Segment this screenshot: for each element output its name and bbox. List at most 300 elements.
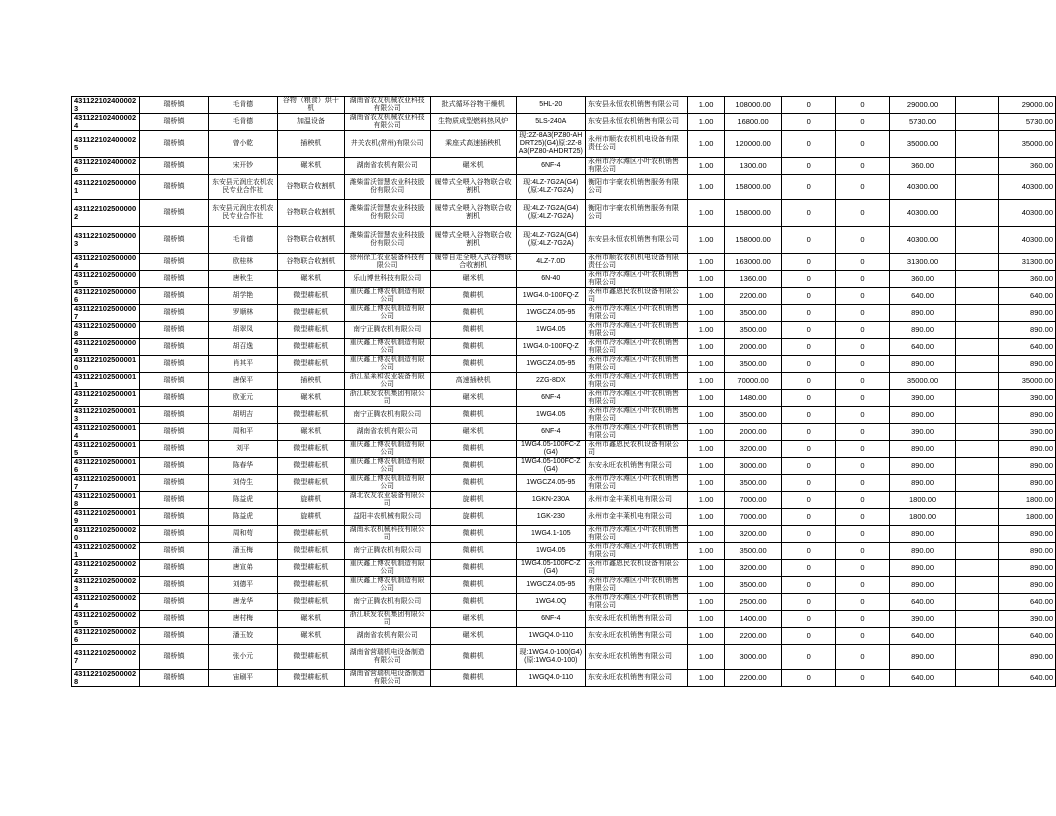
price-cell: 2200.00 (724, 670, 782, 687)
model-cell: 4LZ-7.0D (516, 254, 585, 271)
zero-cell-b: 0 (836, 339, 890, 356)
subsidy-cell: 5730.00 (889, 114, 955, 131)
price-cell: 158000.00 (724, 200, 782, 227)
town-cell: 瑞桥镇 (140, 458, 208, 475)
table-row (72, 271, 1056, 288)
manufacturer-cell: 重庆鑫上博农机制造有限公司 (344, 356, 430, 373)
zero-cell-b: 0 (836, 158, 890, 175)
zero-cell-b: 0 (836, 97, 890, 114)
table-body (72, 97, 1056, 687)
subsidy-cell: 640.00 (889, 670, 955, 687)
town-cell: 瑞桥镇 (140, 356, 208, 373)
quantity-cell: 1.00 (688, 628, 724, 645)
price-cell: 70000.00 (724, 373, 782, 390)
zero-cell-b: 0 (836, 594, 890, 611)
subsidy-cell: 890.00 (889, 322, 955, 339)
table-row (72, 254, 1056, 271)
category-cell: 微型耕耘机 (278, 543, 345, 560)
town-cell: 瑞桥镇 (140, 645, 208, 670)
zero-cell-b: 0 (836, 322, 890, 339)
town-cell: 瑞桥镇 (140, 227, 208, 254)
subsidy-cell: 890.00 (889, 645, 955, 670)
quantity-cell: 1.00 (688, 458, 724, 475)
price-cell: 2500.00 (724, 594, 782, 611)
zero-cell-a: 0 (782, 509, 836, 526)
total-cell: 640.00 (999, 288, 1056, 305)
manufacturer-cell: 南宁正腾农机有限公司 (344, 322, 430, 339)
blank-cell (956, 475, 999, 492)
manufacturer-cell: 湖南省农机有限公司 (344, 158, 430, 175)
price-cell: 2200.00 (724, 288, 782, 305)
buyer-cell: 张小元 (208, 645, 277, 670)
manufacturer-cell: 重庆鑫上博农机制造有限公司 (344, 288, 430, 305)
dealer-cell: 东安县永恒农机销售有限公司 (586, 114, 688, 131)
zero-cell-b: 0 (836, 577, 890, 594)
quantity-cell: 1.00 (688, 131, 724, 158)
buyer-cell: 唐秋生 (208, 271, 277, 288)
subsidy-cell: 890.00 (889, 526, 955, 543)
model-cell: 1WG4.05 (516, 543, 585, 560)
subsidy-cell: 40300.00 (889, 227, 955, 254)
quantity-cell: 1.00 (688, 200, 724, 227)
price-cell: 3200.00 (724, 560, 782, 577)
product-cell: 履带式全喂入谷物联合收割机 (430, 227, 516, 254)
id-cell: 431122102500001 6 (72, 458, 140, 475)
zero-cell-b: 0 (836, 628, 890, 645)
price-cell: 158000.00 (724, 227, 782, 254)
manufacturer-cell: 湖南省农机有限公司 (344, 628, 430, 645)
subsidy-cell: 40300.00 (889, 175, 955, 200)
id-cell: 431122102500002 4 (72, 594, 140, 611)
total-cell: 890.00 (999, 356, 1056, 373)
town-cell: 瑞桥镇 (140, 271, 208, 288)
blank-cell (956, 114, 999, 131)
id-cell: 431122102500002 3 (72, 577, 140, 594)
quantity-cell: 1.00 (688, 339, 724, 356)
model-cell: 1WGCZ4.05-95 (516, 475, 585, 492)
dealer-cell: 永州市冷水滩区小叶农机销售有限公司 (586, 356, 688, 373)
model-cell: 2ZG-8DX (516, 373, 585, 390)
town-cell: 瑞桥镇 (140, 577, 208, 594)
product-cell: 碾米机 (430, 424, 516, 441)
id-cell: 431122102500002 6 (72, 628, 140, 645)
total-cell: 31300.00 (999, 254, 1056, 271)
total-cell: 890.00 (999, 305, 1056, 322)
dealer-cell: 永州市冷水滩区小叶农机销售有限公司 (586, 158, 688, 175)
product-cell: 微耕机 (430, 543, 516, 560)
table-row (72, 526, 1056, 543)
product-cell: 微耕机 (430, 339, 516, 356)
table-row (72, 158, 1056, 175)
blank-cell (956, 373, 999, 390)
subsidy-cell: 890.00 (889, 543, 955, 560)
zero-cell-a: 0 (782, 526, 836, 543)
model-cell: 1WG4.0-100FQ-Z (516, 288, 585, 305)
table-row (72, 560, 1056, 577)
category-cell: 碾米机 (278, 628, 345, 645)
model-cell: 5HL-20 (516, 97, 585, 114)
product-cell: 旋耕机 (430, 509, 516, 526)
manufacturer-cell: 重庆鑫上博农机制造有限公司 (344, 560, 430, 577)
buyer-cell: 刘德平 (208, 577, 277, 594)
price-cell: 7000.00 (724, 509, 782, 526)
price-cell: 3500.00 (724, 322, 782, 339)
zero-cell-a: 0 (782, 97, 836, 114)
category-cell: 微型耕耘机 (278, 670, 345, 687)
category-cell: 旋耕机 (278, 509, 345, 526)
table-row (72, 288, 1056, 305)
blank-cell (956, 407, 999, 424)
id-cell: 431122102400002 4 (72, 114, 140, 131)
manufacturer-cell: 重庆鑫上博农机制造有限公司 (344, 339, 430, 356)
model-cell: 现:4LZ-7G2A(G4)(原:4LZ-7G2A) (516, 175, 585, 200)
blank-cell (956, 670, 999, 687)
buyer-cell: 刘平 (208, 441, 277, 458)
price-cell: 3500.00 (724, 543, 782, 560)
price-cell: 3200.00 (724, 526, 782, 543)
manufacturer-cell: 湖北农友农业装备有限公司 (344, 492, 430, 509)
blank-cell (956, 611, 999, 628)
category-cell: 谷物联合收割机 (278, 200, 345, 227)
town-cell: 瑞桥镇 (140, 475, 208, 492)
category-cell: 微型耕耘机 (278, 594, 345, 611)
product-cell: 乘座式高速插秧机 (430, 131, 516, 158)
subsidy-cell: 640.00 (889, 339, 955, 356)
town-cell: 瑞桥镇 (140, 509, 208, 526)
dealer-cell: 永州市金丰莱机电有限公司 (586, 509, 688, 526)
model-cell: 现:1WG4.0-100(G4)(原:1WG4.0-100) (516, 645, 585, 670)
category-cell: 微型耕耘机 (278, 645, 345, 670)
model-cell: 现:2Z-8A3(PZ80-AHDRT25)(G4)原:2Z-8A3(PZ80-AHDRT25) (516, 131, 585, 158)
table-row (72, 458, 1056, 475)
quantity-cell: 1.00 (688, 227, 724, 254)
table-row (72, 670, 1056, 687)
quantity-cell: 1.00 (688, 356, 724, 373)
buyer-cell: 欧亚元 (208, 390, 277, 407)
subsidy-cell: 360.00 (889, 271, 955, 288)
dealer-cell: 永州市冷水滩区小叶农机销售有限公司 (586, 373, 688, 390)
buyer-cell: 唐龙华 (208, 594, 277, 611)
total-cell: 35000.00 (999, 131, 1056, 158)
model-cell: 1WG4.0Q (516, 594, 585, 611)
buyer-cell: 潘玉梅 (208, 543, 277, 560)
total-cell: 890.00 (999, 577, 1056, 594)
total-cell: 890.00 (999, 322, 1056, 339)
product-cell: 微耕机 (430, 407, 516, 424)
manufacturer-cell: 浙江星莱和农业装备有限公司 (344, 373, 430, 390)
subsidy-cell: 890.00 (889, 305, 955, 322)
buyer-cell: 唐宣弟 (208, 560, 277, 577)
table-row (72, 227, 1056, 254)
quantity-cell: 1.00 (688, 492, 724, 509)
total-cell: 29000.00 (999, 97, 1056, 114)
buyer-cell: 胡学艳 (208, 288, 277, 305)
manufacturer-cell: 重庆鑫上博农机制造有限公司 (344, 458, 430, 475)
id-cell: 431122102500001 8 (72, 492, 140, 509)
id-cell: 431122102500000 9 (72, 339, 140, 356)
price-cell: 3000.00 (724, 458, 782, 475)
category-cell: 碾米机 (278, 424, 345, 441)
buyer-cell: 唐保平 (208, 373, 277, 390)
subsidy-cell: 40300.00 (889, 200, 955, 227)
quantity-cell: 1.00 (688, 407, 724, 424)
table-row (72, 175, 1056, 200)
quantity-cell: 1.00 (688, 560, 724, 577)
category-cell: 谷物联合收割机 (278, 254, 345, 271)
total-cell: 390.00 (999, 611, 1056, 628)
product-cell: 微耕机 (430, 560, 516, 577)
total-cell: 890.00 (999, 645, 1056, 670)
total-cell: 390.00 (999, 424, 1056, 441)
zero-cell-b: 0 (836, 356, 890, 373)
category-cell: 微型耕耘机 (278, 458, 345, 475)
id-cell: 431122102500002 1 (72, 543, 140, 560)
zero-cell-b: 0 (836, 560, 890, 577)
subsidy-cell: 390.00 (889, 390, 955, 407)
category-cell: 旋耕机 (278, 492, 345, 509)
blank-cell (956, 577, 999, 594)
id-cell: 431122102400002 5 (72, 131, 140, 158)
manufacturer-cell: 湖南省农机有限公司 (344, 424, 430, 441)
manufacturer-cell: 徐州徐工农业装备科技有限公司 (344, 254, 430, 271)
total-cell: 360.00 (999, 158, 1056, 175)
total-cell: 640.00 (999, 339, 1056, 356)
town-cell: 瑞桥镇 (140, 373, 208, 390)
total-cell: 640.00 (999, 594, 1056, 611)
zero-cell-a: 0 (782, 407, 836, 424)
model-cell: 6NF-4 (516, 611, 585, 628)
product-cell: 碾米机 (430, 390, 516, 407)
town-cell: 瑞桥镇 (140, 322, 208, 339)
manufacturer-cell: 湖南省农友机械农业科技有限公司 (344, 114, 430, 131)
zero-cell-a: 0 (782, 594, 836, 611)
total-cell: 890.00 (999, 475, 1056, 492)
zero-cell-b: 0 (836, 492, 890, 509)
table-row (72, 509, 1056, 526)
quantity-cell: 1.00 (688, 526, 724, 543)
zero-cell-b: 0 (836, 526, 890, 543)
zero-cell-b: 0 (836, 390, 890, 407)
zero-cell-b: 0 (836, 288, 890, 305)
zero-cell-a: 0 (782, 577, 836, 594)
category-cell: 微型耕耘机 (278, 526, 345, 543)
quantity-cell: 1.00 (688, 441, 724, 458)
zero-cell-b: 0 (836, 227, 890, 254)
blank-cell (956, 390, 999, 407)
quantity-cell: 1.00 (688, 390, 724, 407)
subsidy-cell: 390.00 (889, 424, 955, 441)
buyer-cell: 陈益虎 (208, 509, 277, 526)
price-cell: 1480.00 (724, 390, 782, 407)
dealer-cell: 永州市鑫恩民农机设备有限公司 (586, 560, 688, 577)
price-cell: 3500.00 (724, 407, 782, 424)
zero-cell-b: 0 (836, 131, 890, 158)
town-cell: 瑞桥镇 (140, 339, 208, 356)
town-cell: 瑞桥镇 (140, 424, 208, 441)
zero-cell-b: 0 (836, 509, 890, 526)
category-cell: 微型耕耘机 (278, 288, 345, 305)
product-cell: 微耕机 (430, 305, 516, 322)
model-cell: 现:4LZ-7G2A(G4)(原:4LZ-7G2A) (516, 227, 585, 254)
zero-cell-a: 0 (782, 305, 836, 322)
manufacturer-cell: 湖南省营瑞机电设备制造有限公司 (344, 670, 430, 687)
dealer-cell: 永州市金丰莱机电有限公司 (586, 492, 688, 509)
buyer-cell: 唐村梅 (208, 611, 277, 628)
product-cell: 碾米机 (430, 158, 516, 175)
subsidy-cell: 640.00 (889, 594, 955, 611)
zero-cell-a: 0 (782, 424, 836, 441)
buyer-cell: 曾小乾 (208, 131, 277, 158)
table-row (72, 611, 1056, 628)
manufacturer-cell: 重庆鑫上博农机制造有限公司 (344, 577, 430, 594)
dealer-cell: 东安永旺农机销售有限公司 (586, 458, 688, 475)
buyer-cell: 肖其平 (208, 356, 277, 373)
id-cell: 431122102500000 4 (72, 254, 140, 271)
blank-cell (956, 645, 999, 670)
total-cell: 640.00 (999, 670, 1056, 687)
town-cell: 瑞桥镇 (140, 526, 208, 543)
town-cell: 瑞桥镇 (140, 158, 208, 175)
blank-cell (956, 526, 999, 543)
id-cell: 431122102500000 5 (72, 271, 140, 288)
category-cell: 微型耕耘机 (278, 322, 345, 339)
manufacturer-cell: 浙江联发农机集团有限公司 (344, 390, 430, 407)
manufacturer-cell: 潍柴雷沃智慧农业科技股份有限公司 (344, 227, 430, 254)
subsidy-cell: 1800.00 (889, 509, 955, 526)
town-cell: 瑞桥镇 (140, 114, 208, 131)
zero-cell-b: 0 (836, 254, 890, 271)
town-cell: 瑞桥镇 (140, 594, 208, 611)
blank-cell (956, 594, 999, 611)
blank-cell (956, 441, 999, 458)
table-row (72, 441, 1056, 458)
product-cell: 微耕机 (430, 645, 516, 670)
zero-cell-b: 0 (836, 373, 890, 390)
manufacturer-cell: 浙江联发农机集团有限公司 (344, 611, 430, 628)
town-cell: 瑞桥镇 (140, 407, 208, 424)
table-row (72, 114, 1056, 131)
total-cell: 360.00 (999, 271, 1056, 288)
category-cell: 碾米机 (278, 271, 345, 288)
table-row (72, 373, 1056, 390)
buyer-cell: 东安县元润庄农机农民专业合作社 (208, 175, 277, 200)
total-cell: 890.00 (999, 441, 1056, 458)
dealer-cell: 东安永旺农机销售有限公司 (586, 670, 688, 687)
id-cell: 431122102500002 7 (72, 645, 140, 670)
dealer-cell: 永州市冷水滩区小叶农机销售有限公司 (586, 577, 688, 594)
blank-cell (956, 175, 999, 200)
buyer-cell: 毛肯德 (208, 114, 277, 131)
table-row (72, 645, 1056, 670)
product-cell: 碾米机 (430, 628, 516, 645)
price-cell: 3500.00 (724, 305, 782, 322)
product-cell: 碾米机 (430, 611, 516, 628)
quantity-cell: 1.00 (688, 97, 724, 114)
buyer-cell: 宙刷平 (208, 670, 277, 687)
table-row (72, 131, 1056, 158)
blank-cell (956, 322, 999, 339)
town-cell: 瑞桥镇 (140, 611, 208, 628)
category-cell: 谷物联合收割机 (278, 227, 345, 254)
dealer-cell: 永州市冷水滩区小叶农机销售有限公司 (586, 475, 688, 492)
manufacturer-cell: 湖南省营瑞机电设备制造有限公司 (344, 645, 430, 670)
manufacturer-cell: 湖南永农机械科技有限公司 (344, 526, 430, 543)
subsidy-cell: 390.00 (889, 611, 955, 628)
model-cell: 1WG4.0-100FQ-Z (516, 339, 585, 356)
buyer-cell: 周和平 (208, 424, 277, 441)
zero-cell-b: 0 (836, 475, 890, 492)
blank-cell (956, 131, 999, 158)
product-cell: 批式循环谷物干燥机 (430, 97, 516, 114)
product-cell: 生物质成型燃料热风炉 (430, 114, 516, 131)
product-cell: 微耕机 (430, 475, 516, 492)
quantity-cell: 1.00 (688, 305, 724, 322)
buyer-cell: 欧桂林 (208, 254, 277, 271)
price-cell: 2200.00 (724, 628, 782, 645)
blank-cell (956, 424, 999, 441)
total-cell: 890.00 (999, 458, 1056, 475)
blank-cell (956, 271, 999, 288)
blank-cell (956, 288, 999, 305)
product-cell: 微耕机 (430, 441, 516, 458)
table-row (72, 97, 1056, 114)
quantity-cell: 1.00 (688, 475, 724, 492)
table-row (72, 200, 1056, 227)
id-cell: 431122102500000 3 (72, 227, 140, 254)
dealer-cell: 永州市冷水滩区小叶农机销售有限公司 (586, 390, 688, 407)
zero-cell-a: 0 (782, 114, 836, 131)
zero-cell-a: 0 (782, 492, 836, 509)
dealer-cell: 永州市冷水滩区小叶农机销售有限公司 (586, 594, 688, 611)
buyer-cell: 毛肯德 (208, 97, 277, 114)
manufacturer-cell: 重庆鑫上博农机制造有限公司 (344, 475, 430, 492)
town-cell: 瑞桥镇 (140, 97, 208, 114)
buyer-cell: 周和苟 (208, 526, 277, 543)
id-cell: 431122102500002 8 (72, 670, 140, 687)
manufacturer-cell: 南宁正腾农机有限公司 (344, 543, 430, 560)
subsidy-cell: 890.00 (889, 577, 955, 594)
town-cell: 瑞桥镇 (140, 670, 208, 687)
dealer-cell: 东安永旺农机销售有限公司 (586, 645, 688, 670)
price-cell: 16800.00 (724, 114, 782, 131)
subsidy-cell: 29000.00 (889, 97, 955, 114)
dealer-cell: 永州市鑫恩民农机设备有限公司 (586, 441, 688, 458)
price-cell: 120000.00 (724, 131, 782, 158)
model-cell: 1WG4.05-100FC-Z(G4) (516, 560, 585, 577)
product-cell: 微耕机 (430, 594, 516, 611)
category-cell: 微型耕耘机 (278, 356, 345, 373)
zero-cell-b: 0 (836, 441, 890, 458)
category-cell: 插秧机 (278, 131, 345, 158)
id-cell: 431122102500002 5 (72, 611, 140, 628)
table-row (72, 407, 1056, 424)
manufacturer-cell: 南宁正腾农机有限公司 (344, 594, 430, 611)
buyer-cell: 胡明吉 (208, 407, 277, 424)
id-cell: 431122102500001 7 (72, 475, 140, 492)
subsidy-cell: 35000.00 (889, 373, 955, 390)
price-cell: 3000.00 (724, 645, 782, 670)
price-cell: 3500.00 (724, 577, 782, 594)
product-cell: 微耕机 (430, 670, 516, 687)
manufacturer-cell: 南宁正腾农机有限公司 (344, 407, 430, 424)
quantity-cell: 1.00 (688, 577, 724, 594)
blank-cell (956, 200, 999, 227)
manufacturer-cell: 益阳丰农机械有限公司 (344, 509, 430, 526)
total-cell: 890.00 (999, 526, 1056, 543)
zero-cell-a: 0 (782, 441, 836, 458)
buyer-cell: 东安县元润庄农机农民专业合作社 (208, 200, 277, 227)
zero-cell-a: 0 (782, 645, 836, 670)
